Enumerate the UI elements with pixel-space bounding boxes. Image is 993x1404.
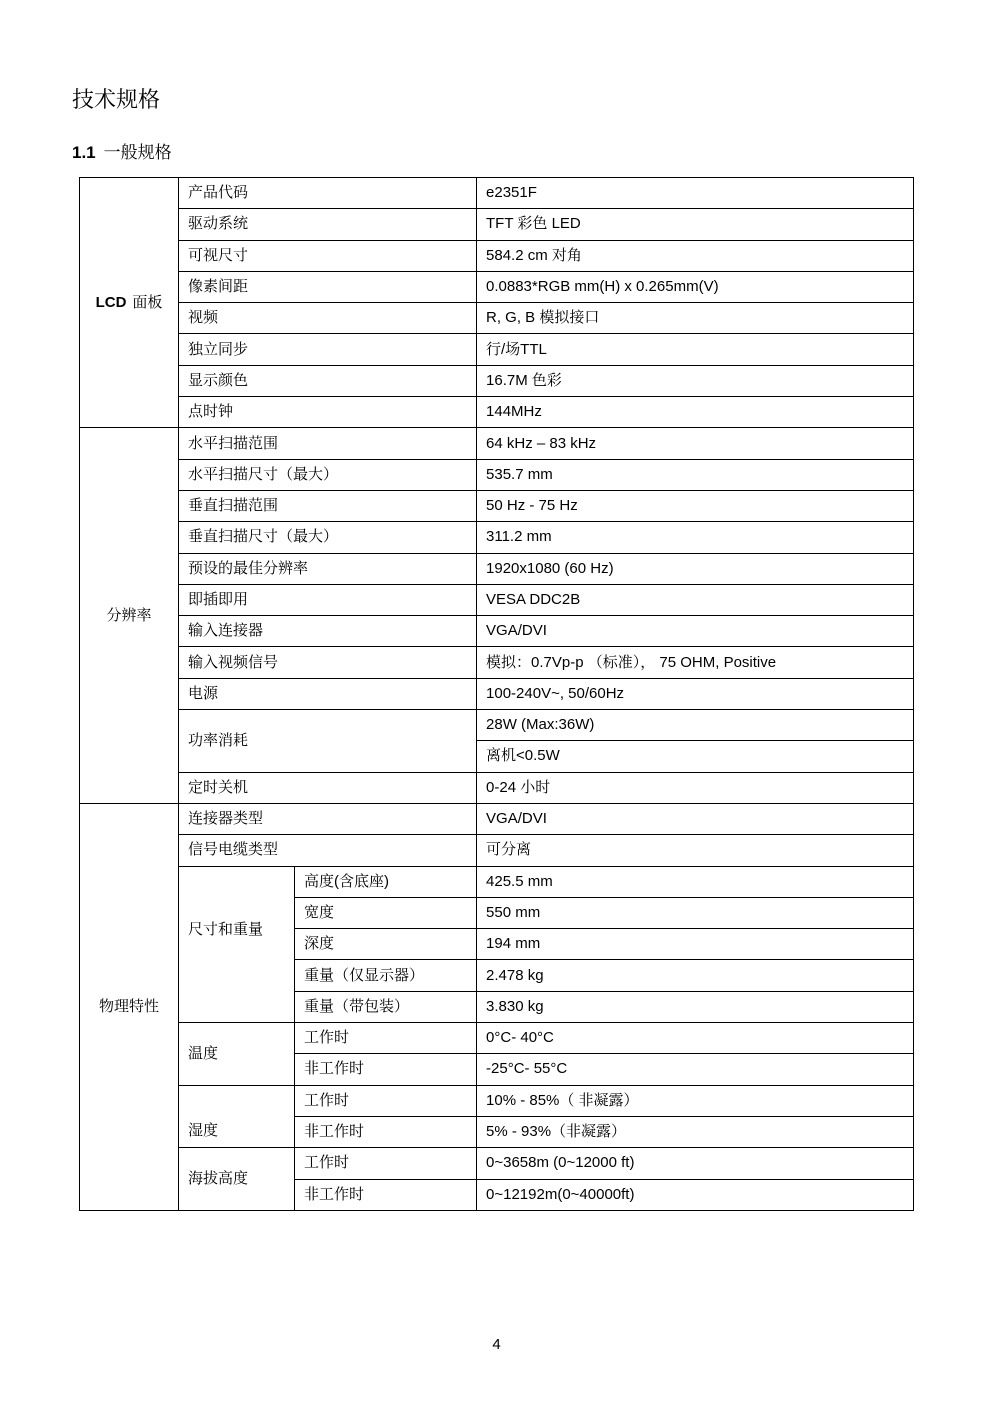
spec-value: 可分离 bbox=[477, 835, 914, 866]
spec-value: 离机<0.5W bbox=[477, 741, 914, 772]
table-row bbox=[80, 459, 914, 490]
spec-value: 50 Hz - 75 Hz bbox=[477, 490, 914, 521]
spec-sublabel: 非工作时 bbox=[295, 1179, 477, 1210]
spec-label: 点时钟 bbox=[179, 397, 477, 428]
spec-label: 可视尺寸 bbox=[179, 240, 477, 271]
spec-sublabel: 非工作时 bbox=[295, 1116, 477, 1147]
table-row bbox=[80, 303, 914, 334]
section-heading bbox=[72, 142, 172, 164]
table-row bbox=[80, 1085, 914, 1116]
table-row bbox=[80, 428, 914, 459]
table-row bbox=[80, 835, 914, 866]
table-row bbox=[80, 1148, 914, 1179]
spec-label: 显示颜色 bbox=[179, 365, 477, 396]
table-row bbox=[80, 866, 914, 897]
spec-label: 输入连接器 bbox=[179, 616, 477, 647]
spec-value: VGA/DVI bbox=[477, 803, 914, 834]
table-row bbox=[80, 710, 914, 741]
table-row bbox=[80, 553, 914, 584]
spec-value: 535.7 mm bbox=[477, 459, 914, 490]
spec-value: 144MHz bbox=[477, 397, 914, 428]
category-lcd-panel bbox=[80, 178, 179, 428]
spec-value: e2351F bbox=[477, 178, 914, 209]
spec-value: 100-240V~, 50/60Hz bbox=[477, 678, 914, 709]
spec-value: 2.478 kg bbox=[477, 960, 914, 991]
table-row bbox=[80, 490, 914, 521]
section-number: 1.1 bbox=[72, 143, 96, 162]
spec-label: 垂直扫描尺寸（最大） bbox=[179, 522, 477, 553]
spec-sublabel: 宽度 bbox=[295, 897, 477, 928]
table-row bbox=[80, 803, 914, 834]
spec-value: 10% - 85%（ 非凝露） bbox=[477, 1085, 914, 1116]
section-title: 一般规格 bbox=[103, 143, 172, 162]
spec-label: 连接器类型 bbox=[179, 803, 477, 834]
spec-label: 像素间距 bbox=[179, 271, 477, 302]
spec-table bbox=[79, 177, 914, 1211]
spec-value: 0.0883*RGB mm(H) x 0.265mm(V) bbox=[477, 271, 914, 302]
table-row bbox=[80, 772, 914, 803]
spec-label: 即插即用 bbox=[179, 584, 477, 615]
group-label: 湿度 bbox=[179, 1085, 295, 1148]
spec-value: 0~12192m(0~40000ft) bbox=[477, 1179, 914, 1210]
group-label: 海拔高度 bbox=[179, 1148, 295, 1211]
spec-label: 水平扫描范围 bbox=[179, 428, 477, 459]
spec-label: 定时关机 bbox=[179, 772, 477, 803]
spec-label: 输入视频信号 bbox=[179, 647, 477, 678]
spec-value: 194 mm bbox=[477, 929, 914, 960]
spec-sublabel: 非工作时 bbox=[295, 1054, 477, 1085]
table-row bbox=[80, 678, 914, 709]
spec-value: 模拟：0.7Vp-p （标准）， 75 OHM, Positive bbox=[477, 647, 914, 678]
table-row bbox=[80, 616, 914, 647]
group-label: 温度 bbox=[179, 1023, 295, 1086]
spec-value: 0°C- 40°C bbox=[477, 1023, 914, 1054]
group-label: 尺寸和重量 bbox=[179, 866, 295, 1022]
spec-label: 预设的最佳分辨率 bbox=[179, 553, 477, 584]
table-row bbox=[80, 584, 914, 615]
table-row bbox=[80, 209, 914, 240]
spec-label: 功率消耗 bbox=[179, 710, 477, 773]
spec-sublabel: 重量（仅显示器） bbox=[295, 960, 477, 991]
spec-value: R, G, B 模拟接口 bbox=[477, 303, 914, 334]
table-row bbox=[80, 397, 914, 428]
table-row bbox=[80, 365, 914, 396]
table-row bbox=[80, 1023, 914, 1054]
category-physical: 物理特性 bbox=[80, 803, 179, 1210]
spec-value: 425.5 mm bbox=[477, 866, 914, 897]
spec-value: 3.830 kg bbox=[477, 991, 914, 1022]
spec-value: 行/场TTL bbox=[477, 334, 914, 365]
category-resolution: 分辨率 bbox=[80, 428, 179, 804]
spec-label: 产品代码 bbox=[179, 178, 477, 209]
page-title: 技术规格 bbox=[72, 87, 161, 112]
spec-sublabel: 工作时 bbox=[295, 1148, 477, 1179]
spec-value: 0~3658m (0~12000 ft) bbox=[477, 1148, 914, 1179]
spec-value: VESA DDC2B bbox=[477, 584, 914, 615]
table-row bbox=[80, 240, 914, 271]
spec-value: -25°C- 55°C bbox=[477, 1054, 914, 1085]
table-row bbox=[80, 334, 914, 365]
table-row bbox=[80, 647, 914, 678]
spec-value: 1920x1080 (60 Hz) bbox=[477, 553, 914, 584]
spec-sublabel: 深度 bbox=[295, 929, 477, 960]
spec-sublabel: 高度(含底座) bbox=[295, 866, 477, 897]
spec-value: 16.7M 色彩 bbox=[477, 365, 914, 396]
spec-sublabel: 工作时 bbox=[295, 1023, 477, 1054]
spec-value: 311.2 mm bbox=[477, 522, 914, 553]
category-label: 面板 bbox=[132, 293, 163, 311]
spec-value: 5% - 93%（非凝露） bbox=[477, 1116, 914, 1147]
spec-label: 水平扫描尺寸（最大） bbox=[179, 459, 477, 490]
spec-label: 视频 bbox=[179, 303, 477, 334]
table-row bbox=[80, 522, 914, 553]
spec-label: 垂直扫描范围 bbox=[179, 490, 477, 521]
spec-sublabel: 工作时 bbox=[295, 1085, 477, 1116]
spec-value: 0-24 小时 bbox=[477, 772, 914, 803]
table-row bbox=[80, 271, 914, 302]
spec-label: 电源 bbox=[179, 678, 477, 709]
page-number: 4 bbox=[492, 1336, 501, 1353]
spec-value: VGA/DVI bbox=[477, 616, 914, 647]
spec-label: 信号电缆类型 bbox=[179, 835, 477, 866]
spec-value: 28W (Max:36W) bbox=[477, 710, 914, 741]
spec-value: 550 mm bbox=[477, 897, 914, 928]
spec-sublabel: 重量（带包装） bbox=[295, 991, 477, 1022]
spec-value: 64 kHz – 83 kHz bbox=[477, 428, 914, 459]
spec-value: 584.2 cm 对角 bbox=[477, 240, 914, 271]
table-row bbox=[80, 178, 914, 209]
category-label-bold: LCD bbox=[95, 293, 127, 311]
spec-label: 独立同步 bbox=[179, 334, 477, 365]
spec-label: 驱动系统 bbox=[179, 209, 477, 240]
spec-value: TFT 彩色 LED bbox=[477, 209, 914, 240]
